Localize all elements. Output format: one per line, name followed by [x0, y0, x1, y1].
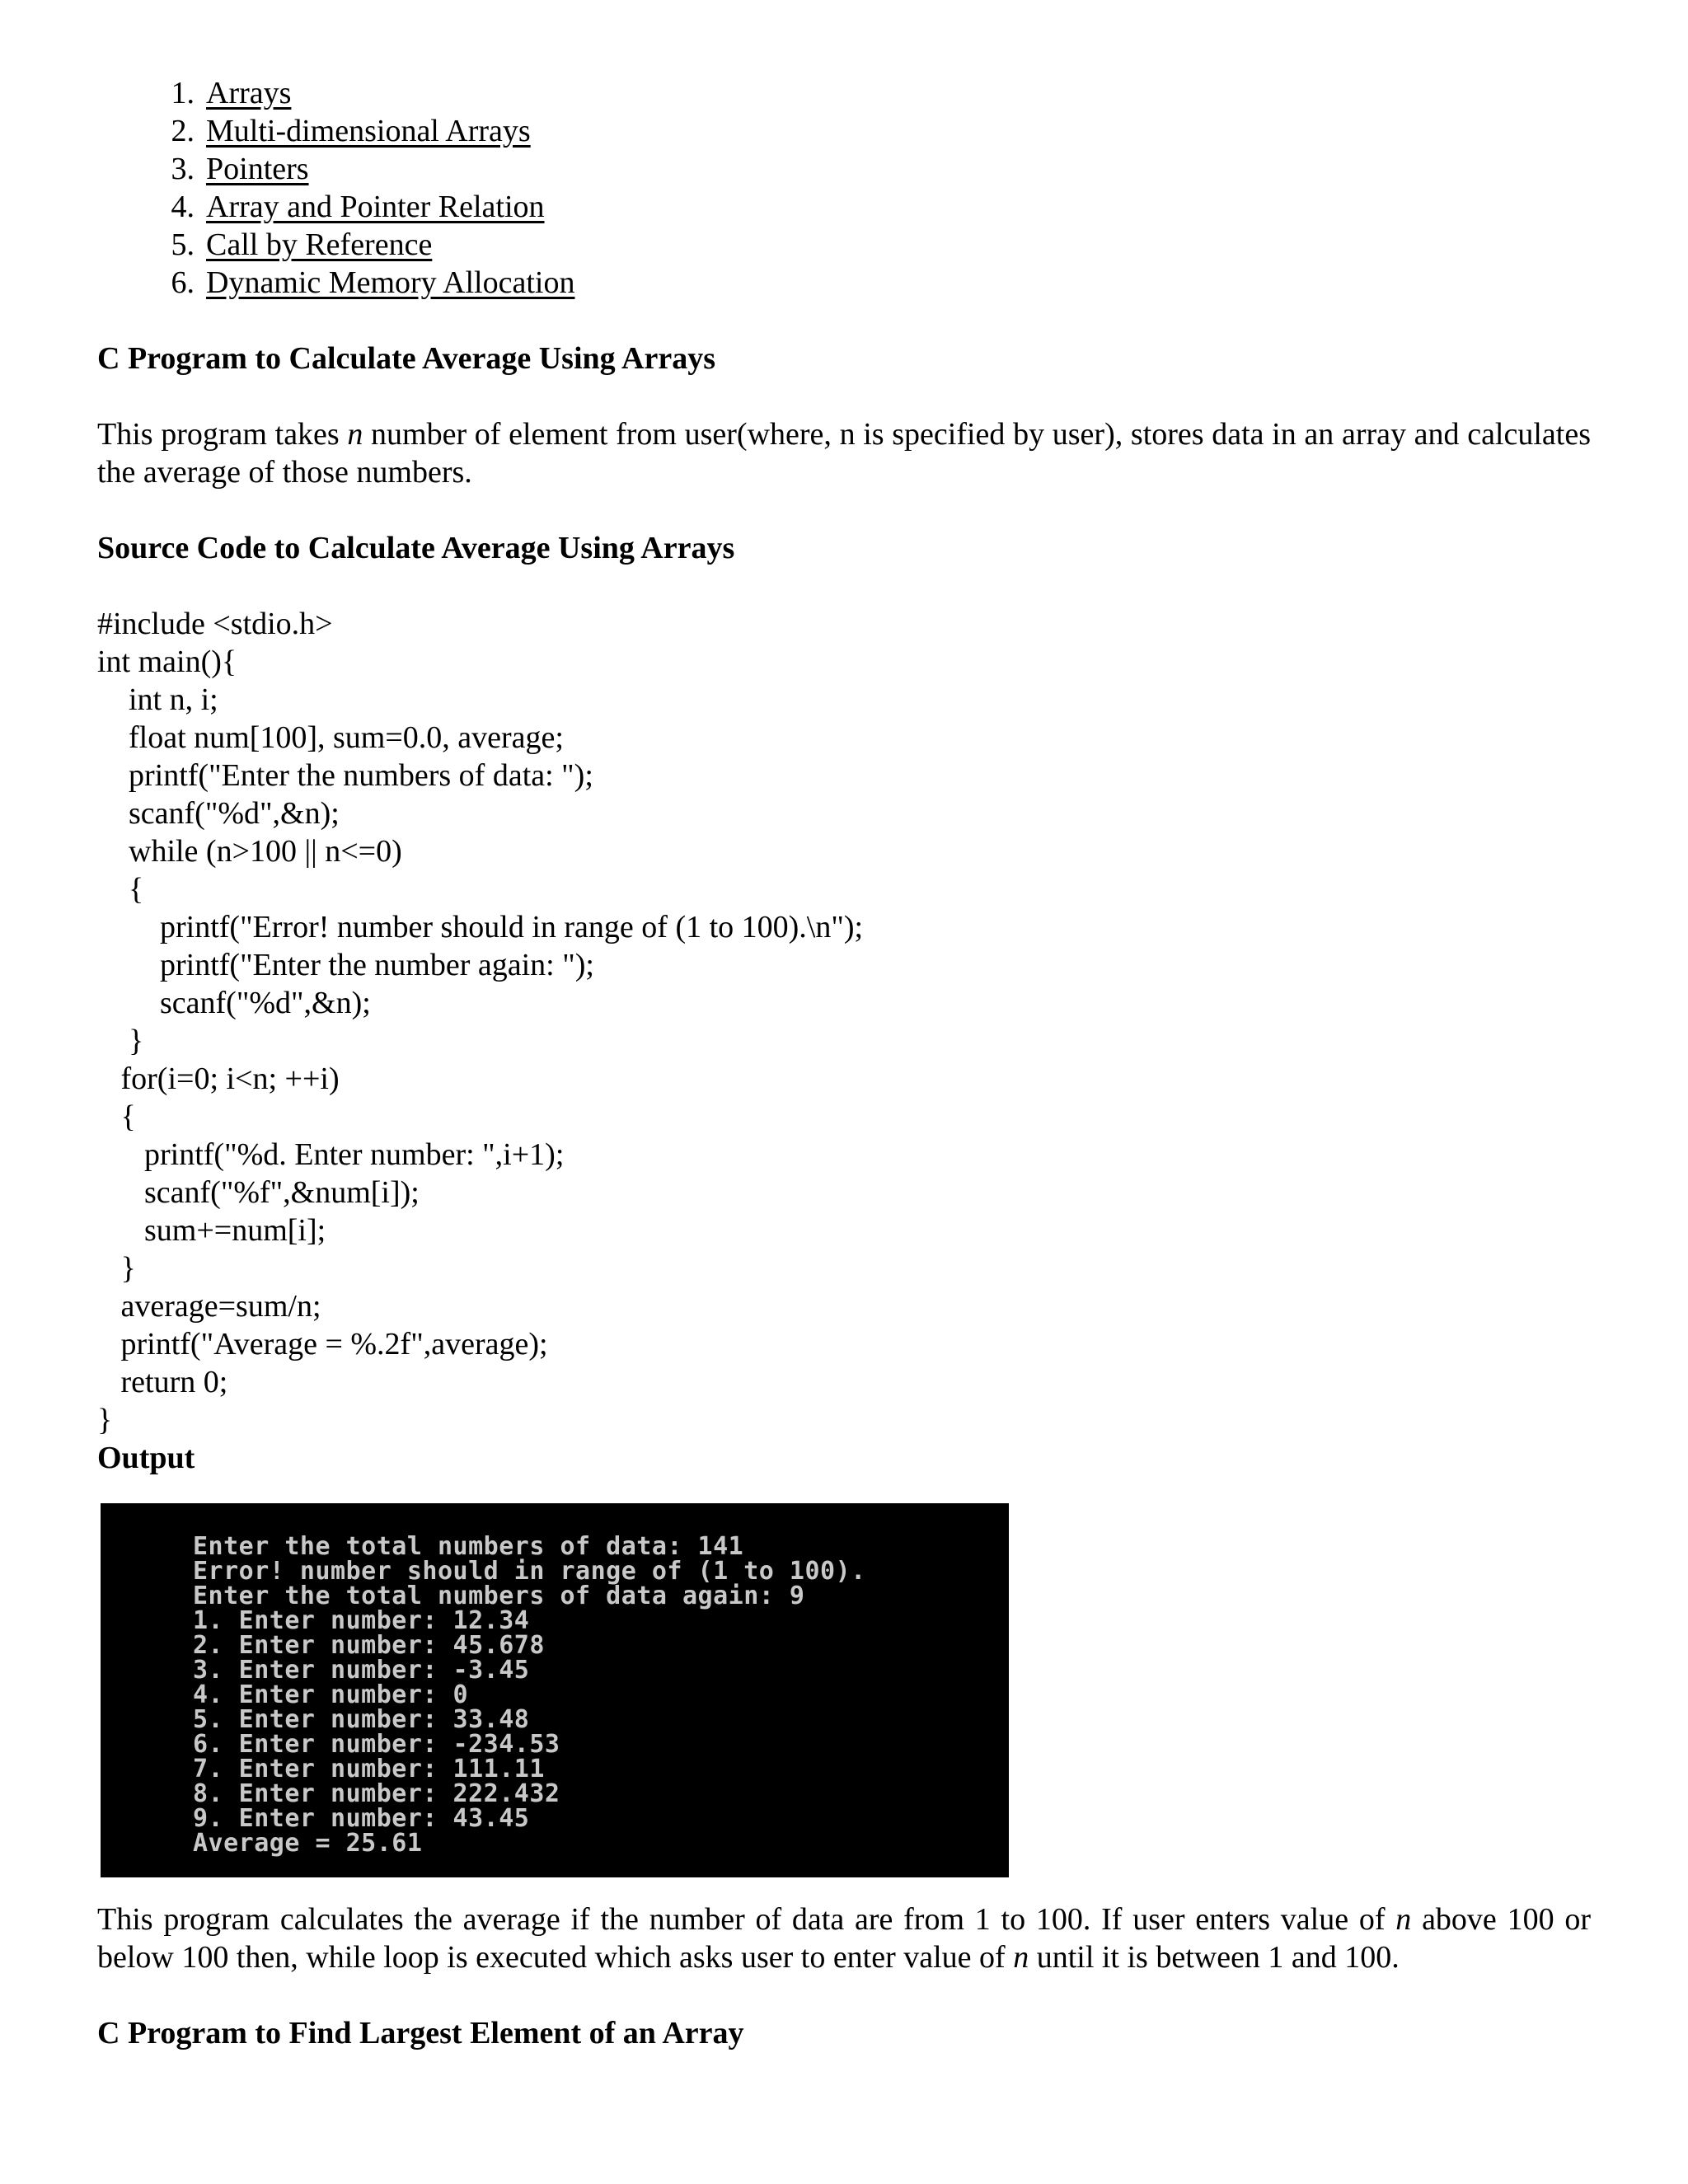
code-line: printf("Average = %.2f",average);: [97, 1327, 548, 1361]
console-line: 1. Enter number: 12.34: [193, 1606, 530, 1635]
source-code-heading: Source Code to Calculate Average Using Arrays: [97, 531, 735, 565]
section-heading-largest-element: C Program to Find Largest Element of an Array: [97, 2016, 744, 2050]
code-line: scanf("%f",&num[i]);: [97, 1175, 420, 1210]
toc-link-multi-dimensional-arrays[interactable]: Multi-dimensional Arrays: [206, 114, 531, 148]
toc-item[interactable]: [147, 74, 1591, 112]
console-line: 5. Enter number: 33.48: [193, 1705, 530, 1734]
code-line: scanf("%d",&n);: [97, 796, 340, 831]
code-line: while (n>100 || n<=0): [97, 834, 402, 869]
console-line: 3. Enter number: -3.45: [193, 1656, 530, 1685]
explanation-text: above 100 or below 100 then, while loop is executed which asks user to enter value of: [97, 1902, 1591, 1975]
document-page: [97, 74, 1591, 2052]
code-line: printf("Enter the number again: ");: [97, 948, 594, 982]
toc-item[interactable]: [147, 150, 1591, 188]
toc-link-pointers[interactable]: Pointers: [206, 152, 309, 186]
section-heading: C Program to Calculate Average Using Arrays: [97, 341, 715, 376]
intro-text: This program takes: [97, 417, 348, 452]
code-line: {: [97, 872, 144, 907]
code-line: float num[100], sum=0.0, average;: [97, 720, 564, 755]
intro-paragraph: [97, 415, 1591, 491]
console-line: 6. Enter number: -234.53: [193, 1730, 560, 1759]
code-line: sum+=num[i];: [97, 1213, 326, 1248]
variable-n: n: [1395, 1902, 1412, 1937]
intro-text: number of element from user(where, n is specified by user), stores data in an array and calculates the average of those numbers.: [97, 417, 1591, 490]
toc-number: 3.: [171, 152, 195, 186]
toc-link-call-by-reference[interactable]: Call by Reference: [206, 227, 433, 262]
console-line: 2. Enter number: 45.678: [193, 1631, 545, 1660]
toc-item[interactable]: [147, 264, 1591, 302]
code-line: printf("Error! number should in range of (1 to 100).\n");: [97, 910, 864, 944]
variable-n: n: [1013, 1940, 1029, 1975]
console-line: Error! number should in range of (1 to 100).: [193, 1557, 866, 1586]
explanation-text: until it is between 1 and 100.: [1029, 1940, 1400, 1975]
code-line: int n, i;: [97, 682, 218, 717]
console-line: Enter the total numbers of data: 141: [193, 1532, 744, 1561]
console-output-screenshot: [101, 1503, 1009, 1877]
table-of-contents: [147, 74, 1591, 302]
toc-number: 6.: [171, 265, 195, 300]
code-line: }: [97, 1251, 136, 1286]
code-line: return 0;: [97, 1365, 228, 1399]
toc-link-array-pointer-relation[interactable]: Array and Pointer Relation: [206, 190, 545, 224]
code-line: for(i=0; i<n; ++i): [97, 1062, 340, 1096]
code-line: #include <stdio.h>: [97, 607, 333, 641]
toc-number: 1.: [171, 76, 195, 110]
code-line: }: [97, 1403, 113, 1437]
toc-link-arrays[interactable]: Arrays: [206, 76, 292, 110]
output-heading: Output: [97, 1441, 195, 1475]
console-line: Enter the total numbers of data again: 9: [193, 1582, 805, 1610]
source-code-block: [97, 605, 1591, 1439]
console-line: 9. Enter number: 43.45: [193, 1804, 530, 1833]
code-line: average=sum/n;: [97, 1289, 321, 1324]
code-line: {: [97, 1099, 136, 1134]
toc-number: 5.: [171, 227, 195, 262]
console-line: Average = 25.61: [193, 1829, 423, 1858]
code-line: printf("Enter the numbers of data: ");: [97, 758, 593, 793]
toc-item[interactable]: [147, 226, 1591, 264]
toc-number: 2.: [171, 114, 195, 148]
explanation-paragraph: [97, 1900, 1591, 1976]
code-line: int main(){: [97, 644, 237, 679]
code-line: }: [97, 1024, 144, 1058]
console-line: 4. Enter number: 0: [193, 1680, 469, 1709]
console-line: 8. Enter number: 222.432: [193, 1779, 560, 1808]
variable-n: n: [347, 417, 363, 452]
toc-number: 4.: [171, 190, 195, 224]
code-line: scanf("%d",&n);: [97, 986, 371, 1020]
explanation-text: This program calculates the average if the number of data are from 1 to 100. If user enters value of: [97, 1902, 1396, 1937]
code-line: printf("%d. Enter number: ",i+1);: [97, 1137, 565, 1172]
toc-link-dynamic-memory-allocation[interactable]: Dynamic Memory Allocation: [206, 265, 575, 300]
toc-item[interactable]: [147, 112, 1591, 150]
console-line: 7. Enter number: 111.11: [193, 1755, 545, 1783]
toc-item[interactable]: [147, 188, 1591, 226]
